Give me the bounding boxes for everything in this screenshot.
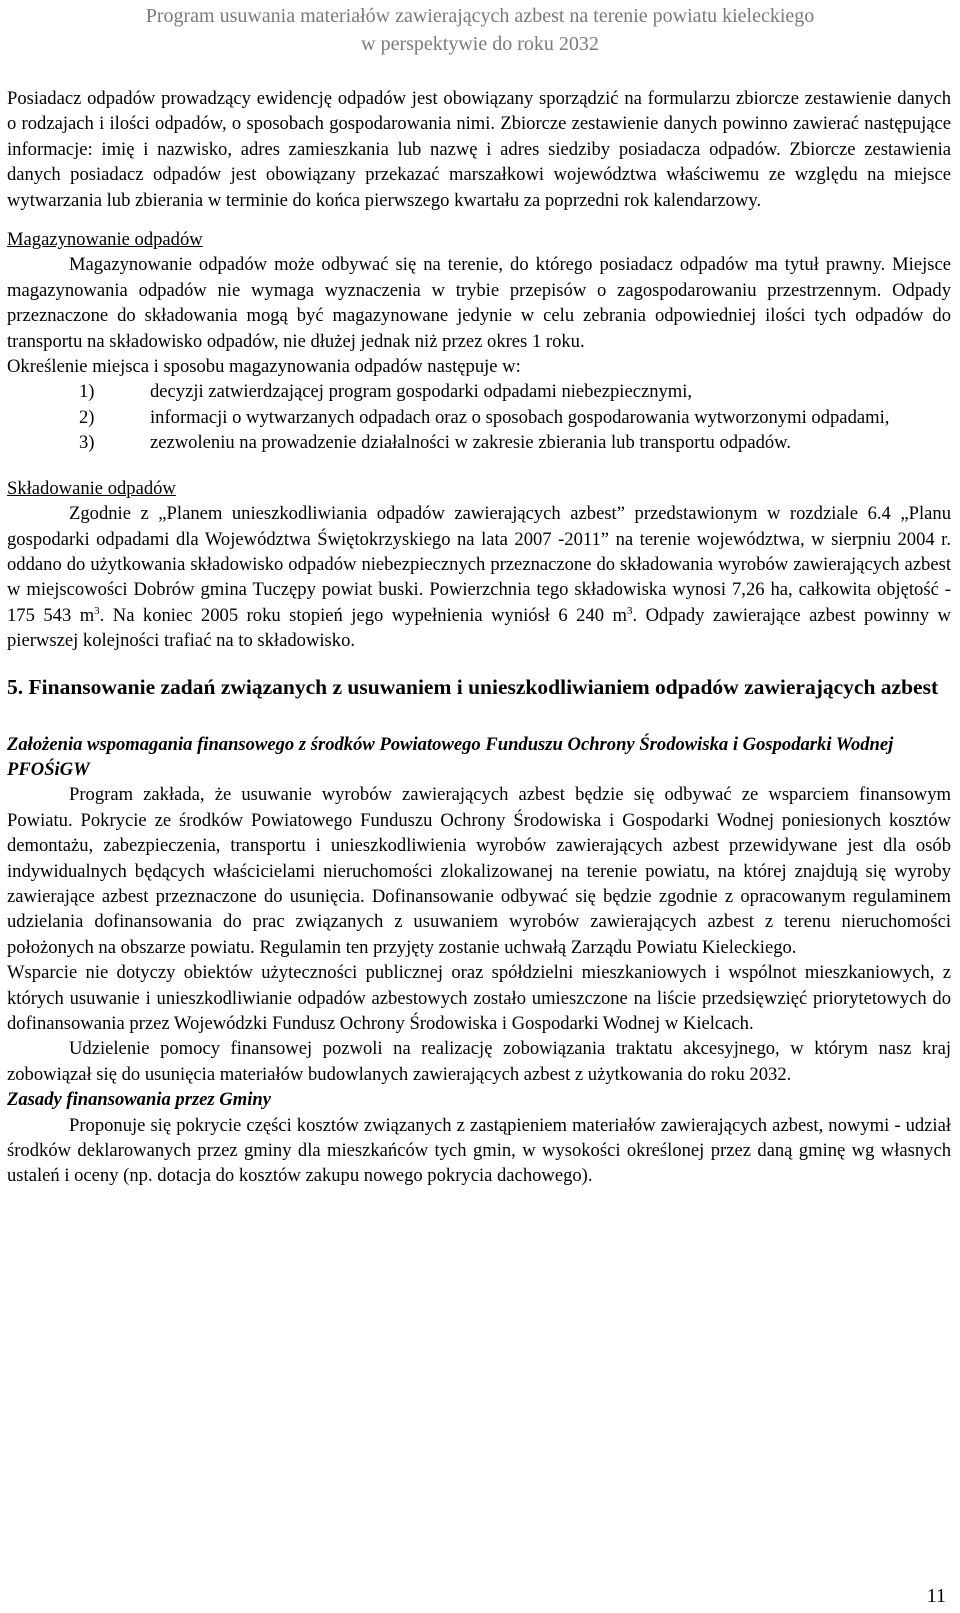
paragraph-wsparcie: Wsparcie nie dotyczy obiektów użyteczności publicznej oraz spółdzielni mieszkaniowych i wspólnot mieszkaniowych, z których usuwanie i unieszkodliwianie odpadów azbestowych zostało umieszczone na liście przedsięwzięć priorytetowych do dofinansowania przez Wojewódzki Fundusz Ochrony Środowiska i Gospodarki Wodnej w Kielcach. — [7, 962, 951, 1034]
heading-zasady-gminy: Zasady finansowania przez Gminy — [7, 1089, 271, 1111]
list-item-number: 2) — [79, 406, 95, 428]
paragraph-udzielenie-pomocy: Udzielenie pomocy finansowej pozwoli na realizację zobowiązania traktatu akcesyjnego, w którym nasz kraj zobowiązał się do usunięcia materiałów budowlanych zawierających azbest z użytkowania do roku 2032. — [7, 1038, 951, 1085]
magazynowanie-list — [7, 379, 951, 455]
list-item-number: 1) — [79, 381, 95, 403]
skladowanie-text-1: Zgodnie z „Planem unieszkodliwiania odpadów zawierających azbest” przedstawionym w rozdziale 6.4 „Planu gospodarki odpadami dla Województwa Świętokrzyskiego na lata 2007 -2011” na terenie województwa, w sierpniu 2004 r. oddano do użytkowania składowisko odpadów niebezpiecznych przeznaczone do składowania wyrobów zawierających azbest w miejscowości Dobrów gmina Tuczępy powiat buski. Powierzchnia tego składowiska wynosi 7,26 ha, całkowita objętość - 175 543 m — [7, 503, 951, 626]
heading-zalozenia-pfosigw: Założenia wspomagania finansowego z środków Powiatowego Funduszu Ochrony Środowiska i Gospodarki Wodnej PFOŚiGW — [7, 733, 894, 780]
header-title-line-1: Program usuwania materiałów zawierających azbest na terenie powiatu kieleckiego — [145, 5, 815, 27]
list-item-text: informacji o wytwarzanych odpadach oraz o sposobach gospodarowania wytworzonymi odpadami, — [150, 406, 890, 428]
list-item-number: 3) — [79, 432, 95, 454]
skladowanie-text-2: . Na koniec 2005 roku stopień jego wypełnienia wyniósł 6 240 m — [99, 604, 627, 626]
document-body — [7, 86, 951, 1189]
section-title-finansowanie: 5. Finansowanie zadań związanych z usuwaniem i unieszkodliwianiem odpadów zawierających azbest — [7, 674, 939, 699]
superscript-3: 3 — [94, 604, 100, 617]
paragraph-skladowanie — [7, 501, 951, 653]
list-item-text: zezwoleniu na prowadzenie działalności w zakresie zbierania lub transportu odpadów. — [150, 432, 792, 454]
superscript-3: 3 — [627, 604, 633, 617]
list-item — [7, 430, 951, 455]
paragraph-proponuje: Proponuje się pokrycie części kosztów związanych z zastąpieniem materiałów zawierających azbest, nowymi - udział środków deklarowanych przez gminy dla mieszkańców tych gmin, w wysokości określonej przez daną gminę wg własnych ustaleń i oceny (np. dotacja do kosztów zakupu nowego pokrycia dachowego). — [7, 1114, 951, 1187]
paragraph-ewidencja: Posiadacz odpadów prowadzący ewidencję odpadów jest obowiązany sporządzić na formularzu zbiorcze zestawienie danych o rodzajach i ilości odpadów, o sposobach gospodarowania nimi. Zbiorcze zestawienie danych powinno zawierać następujące informacje: imię i nazwisko, adres zamieszkania lub nazwę i adres siedziby posiadacza odpadów. Zbiorcze zestawienia danych posiadacz odpadów jest obowiązany przekazać marszałkowi województwa właściwemu ze względu na miejsce wytwarzania lub zbierania w terminie do końca pierwszego kwartału za poprzedni rok kalendarzowy. — [7, 88, 951, 211]
paragraph-program-zaklada: Program zakłada, że usuwanie wyrobów zawierających azbest będzie się odbywać ze wsparciem finansowym Powiatu. Pokrycie ze środków Powiatowego Funduszu Ochrony Środowiska i Gospodarki Wodnej poniesionych kosztów demontażu, zabezpieczenia, transportu i unieszkodliwienia wyrobów zawierających azbest przewidywane jest dla osób indywidualnych będących właścicielami nieruchomości zlokalizowanej na terenie powiatu, na której znajdują się wyroby zawierające azbest przeznaczone do usunięcia. Dofinansowanie odbywać się będzie zgodnie z opracowanym regulaminem udzielania dofinansowania do prac związanych z usuwaniem wyrobów zawierających azbest z terenu nieruchomości położonych na obszarze powiatu. Regulamin ten przyjęty zostanie uchwałą Zarządu Powiatu Kieleckiego. — [7, 784, 951, 958]
list-item — [7, 379, 951, 404]
subheading-magazynowanie: Magazynowanie odpadów — [7, 229, 203, 251]
page-header — [0, 2, 960, 58]
list-item — [7, 405, 951, 430]
paragraph-okreslenie-miejsca: Określenie miejsca i sposobu magazynowania odpadów następuje w: — [7, 356, 521, 378]
page-number: 11 — [926, 1585, 946, 1607]
header-title-line-2: w perspektywie do roku 2032 — [361, 33, 599, 55]
subheading-skladowanie: Składowanie odpadów — [7, 477, 176, 499]
skladowanie-text-3: . Odpady zawierające azbest powinny w pierwszej kolejności trafiać na to składowisko. — [7, 604, 951, 652]
list-item-text: decyzji zatwierdzającej program gospodarki odpadami niebezpiecznymi, — [150, 381, 693, 403]
paragraph-magazynowanie: Magazynowanie odpadów może odbywać się na terenie, do którego posiadacz odpadów ma tytuł prawny. Miejsce magazynowania odpadów nie wymaga wyznaczenia w trybie przepisów o zagospodarowaniu przestrzennym. Odpady przeznaczone do składowania mogą być magazynowane jedynie w celu zebrania odpowiedniej ilości tych odpadów do transportu na składowisko odpadów, nie dłużej jednak niż przez okres 1 roku. — [7, 254, 951, 352]
